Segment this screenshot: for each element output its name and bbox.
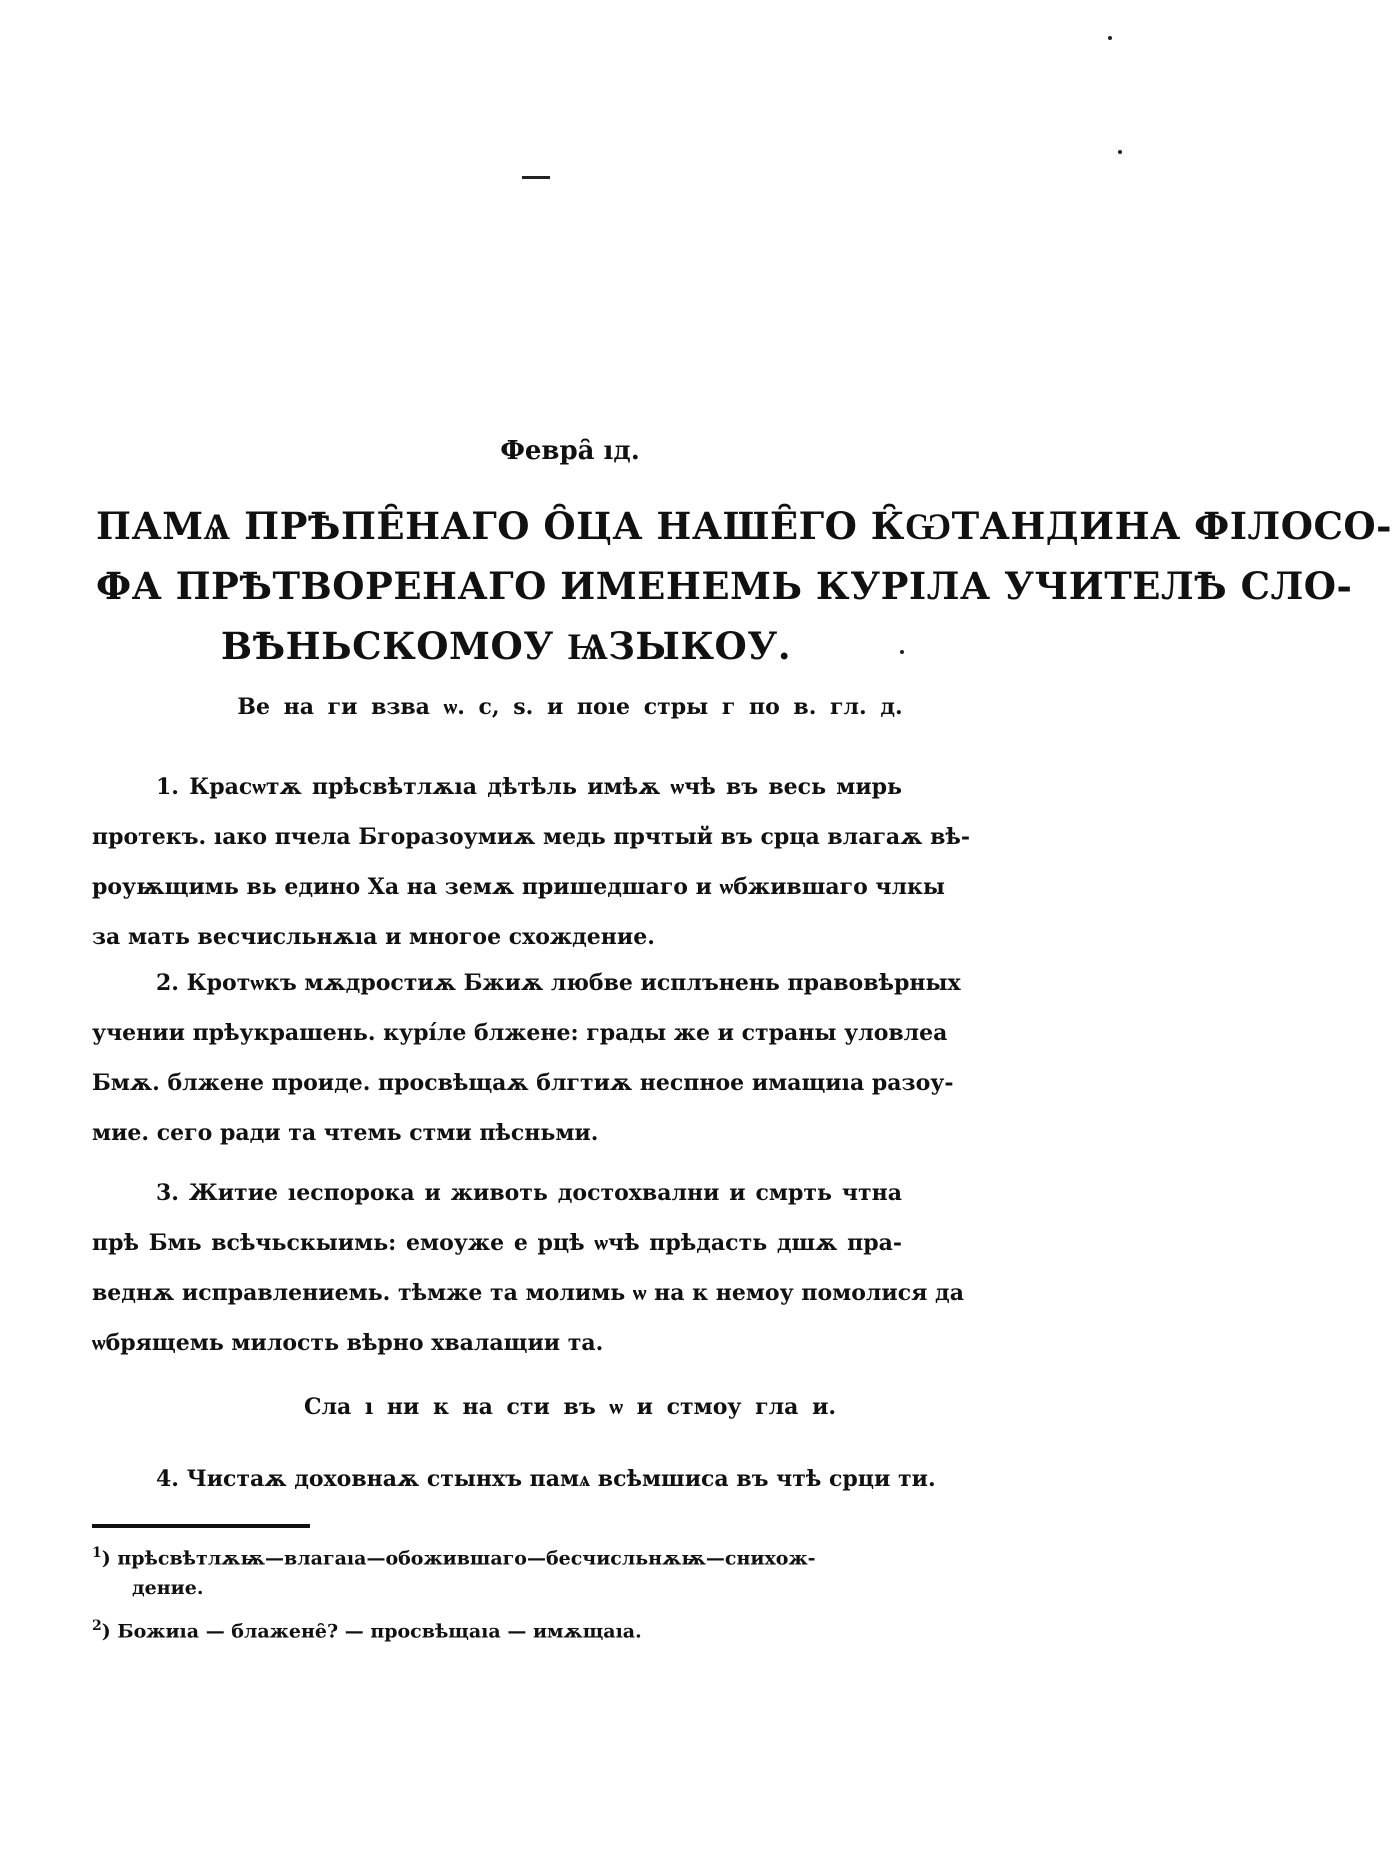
page-title	[96, 496, 1392, 676]
rubric-line: Сла ı ни к на сти въ ѡ и стмоу гла и.	[303, 1394, 837, 1420]
stanza-line: веднѫ исправлениемь. тѣмже та молимь ѡ на к немоу помолися да	[92, 1280, 964, 1306]
rubric-line: Ве на ги взва ѡ. с, ѕ. и поıе стры г по в. гл. д.	[237, 694, 903, 720]
footnote-rule	[92, 1524, 310, 1528]
stanza-line: за мать весчисльнѫıа и многое схождение.	[92, 924, 655, 950]
footnotes	[92, 1538, 902, 1647]
footnote-mark: 2	[92, 1618, 102, 1635]
page-speck	[1108, 36, 1112, 40]
page-speck	[1118, 150, 1122, 154]
stanza-line: ѡбрящемь милость вѣрно хвалащии та.	[92, 1330, 604, 1356]
header-dash	[522, 176, 550, 179]
stanza-line: роуѭщимь вь едино Ха на земѫ пришедшаго и ѡбжившаго члкы	[92, 874, 945, 900]
title-line: ПАМѦ ПРѢПЕ̑НАГО О̑ЦА НАШЕ̑ГО К̑ѠТАНДИНА ФІЛОСО-	[96, 504, 1392, 548]
stanza-line: протекъ. ıако пчела Бгоразоумиѫ медь прчтый въ срца влагаѫ вѣ-	[92, 824, 970, 850]
stanza-line: 2. Кротѡкъ мѫдростиѫ Бжиѫ любве исплънень правовѣрных	[156, 970, 961, 996]
footnote-text: Божиıа — блажене̑? — просвѣщаıа — имѫщаıа.	[117, 1620, 642, 1643]
stanza-line: Бмѫ. блжене прoиде. просвѣщаѫ блгтиѫ неспное имащиıа разоу-	[92, 1070, 954, 1096]
stanza-3	[92, 1168, 964, 1368]
footnote-text: прѣсвѣтлѫѭ—влагаıа—обожившаго—бесчисльнѫѭ—снихож-	[117, 1547, 816, 1570]
stanza-line: 3. Житие ıеспорока и животь достохвални и смрть чтна	[156, 1180, 902, 1206]
footnote-continuation: дение.	[132, 1577, 204, 1600]
stanza-4: 4. Чистаѫ доховнаѫ стынхъ памѧ всѣмшиса въ чтѣ срци ти.	[156, 1466, 936, 1492]
footnote-mark: 1	[92, 1545, 102, 1561]
title-line: ВѢНЬСКОМОУ ѨЗЫКОУ.	[220, 624, 792, 668]
footnote-2: $^2$) Божиıа — блажене̑? — просвѣщаıа — имѫщаıа.	[92, 1618, 642, 1643]
stanza-line: учении прѣукрашень. курíле блжене: грады же и страны уловлеа	[92, 1020, 948, 1046]
footnote-1: $^1$) прѣсвѣтлѫѭ—влагаıа—обожившаго—бесчисльнѫѭ—снихож- дение.	[92, 1538, 902, 1603]
stanza-2	[92, 958, 961, 1158]
title-line: ФА ПРѢТВОРЕНАГО ИМЕНЕМЬ КУРІЛА УЧИТЕЛѢ СЛО-	[96, 564, 1353, 608]
date-heading: Февра̑ ıд.	[500, 436, 640, 466]
stanza-line: прѣ Бмь всѣчьскыимь: емоуже е рцѣ ѡчѣ прѣдасть дшѫ пра-	[92, 1230, 902, 1256]
stanza-line: 1. Красѡтѫ прѣсвѣтлѫıа дѣтѣль имѣѫ ѡчѣ въ весь мирь	[156, 774, 902, 800]
stanza-1	[92, 762, 970, 962]
stanza-line: мие. сего ради та чтемь стми пѣсньми.	[92, 1120, 599, 1146]
